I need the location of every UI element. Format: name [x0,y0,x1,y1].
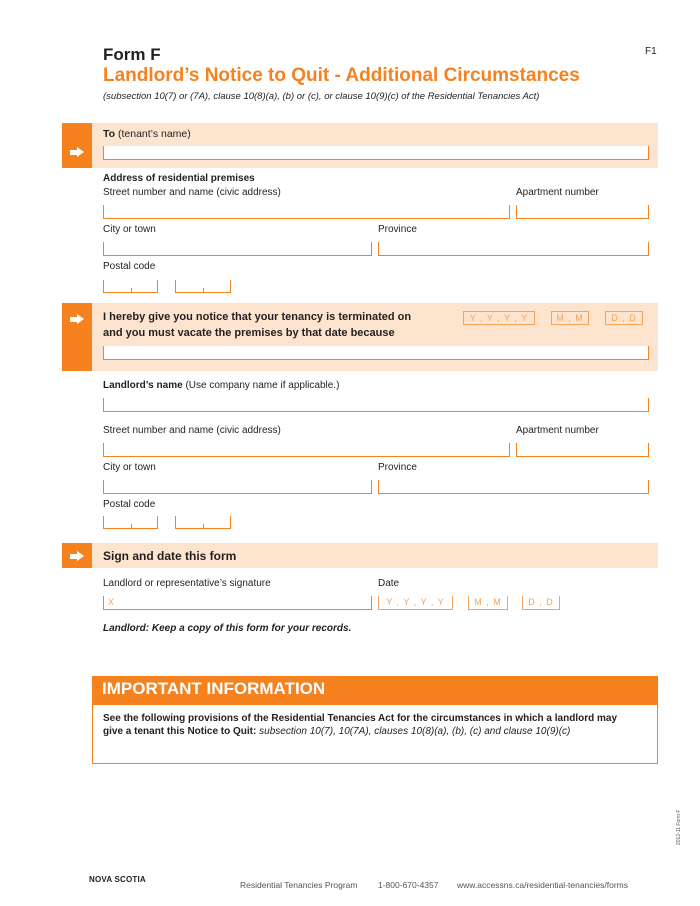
to-hint: (tenant’s name) [117,128,191,140]
landlord-apartment-label: Apartment number [516,425,599,436]
notice-day-field[interactable]: D , D [605,311,643,325]
signature-field[interactable] [103,596,372,610]
footer-form-code: 2012-11 Form F [676,809,682,845]
address-heading: Address of residential premises [103,173,255,184]
footer-phone: 1-800-670-4357 [378,880,439,890]
apartment-label: Apartment number [516,187,599,198]
tenant-apartment-field[interactable] [516,205,649,219]
tenant-city-field[interactable] [103,242,372,256]
nova-scotia-logo: NOVA SCOTIA [89,875,146,884]
postal-label: Postal code [103,261,156,272]
city-label: City or town [103,224,156,235]
landlord-name-field[interactable] [103,398,649,412]
important-header [92,676,658,704]
sign-day-field[interactable]: D , D [522,596,560,610]
notice-line-1: I hereby give you notice that your tenancy is terminated on [103,311,412,323]
signature-label: Landlord or representative’s signature [103,578,271,589]
tenant-postal-field-2[interactable] [175,280,231,293]
keep-copy-note: Landlord: Keep a copy of this form for your records. [103,623,352,634]
landlord-province-field[interactable] [378,480,649,494]
landlord-street-field[interactable] [103,443,510,457]
landlord-street-label: Street number and name (civic address) [103,425,281,436]
form-title: Landlord’s Notice to Quit - Additional Circumstances [103,65,580,86]
notice-month-field[interactable]: M , M [551,311,589,325]
footer-program: Residential Tenancies Program [240,880,358,890]
form-label: Form F [103,45,161,64]
footer-url: www.accessns.ca/residential-tenancies/forms [457,880,629,890]
landlord-postal-field-2[interactable] [175,516,231,529]
landlord-province-label: Province [378,462,417,473]
important-text [103,712,623,738]
landlord-name-label: Landlord’s name [103,380,183,391]
tenant-postal-field-1[interactable] [103,280,158,293]
notice-line-2: and you must vacate the premises by that date because [103,327,395,339]
tenant-tab [62,123,92,168]
tenant-name-field[interactable] [103,146,649,160]
sign-year-field[interactable]: Y , Y , Y , Y [378,596,453,610]
important-heading: IMPORTANT INFORMATION [102,679,326,698]
landlord-postal-label: Postal code [103,499,156,510]
page-id: F1 [645,46,657,57]
arrow-icon [70,147,84,157]
notice-year-field[interactable]: Y , Y , Y , Y [463,311,535,325]
tenant-province-field[interactable] [378,242,649,256]
province-label: Province [378,224,417,235]
form-subtitle: (subsection 10(7) or (7A), clause 10(8)(a), (b) or (c), or clause 10(9)(c) of the Residential Tenancies Act) [103,91,540,102]
sign-month-field[interactable]: M , M [468,596,508,610]
arrow-icon [70,551,84,561]
landlord-apartment-field[interactable] [516,443,649,457]
arrow-icon [70,314,84,324]
important-body-bold: See the following provisions of the Residential Tenancies Act for the circumstances in which a landlord may give a tenant this Notice to Quit: [103,713,617,737]
tenant-street-field[interactable] [103,205,510,219]
important-body-italic: subsection 10(7), 10(7A), clauses 10(8)(a), (b), (c) and clause 10(9)(c) [259,726,571,737]
reason-field[interactable] [103,346,649,360]
landlord-name-hint: (Use company name if applicable.) [185,380,340,391]
landlord-postal-field-1[interactable] [103,516,158,529]
street-label: Street number and name (civic address) [103,187,281,198]
landlord-name-label-row [103,380,339,391]
to-label-row [103,128,191,140]
to-label: To [103,128,116,140]
landlord-city-field[interactable] [103,480,372,494]
date-label: Date [378,578,400,589]
sign-heading: Sign and date this form [103,549,237,563]
landlord-city-label: City or town [103,462,156,473]
signature-mark: X [108,597,115,607]
